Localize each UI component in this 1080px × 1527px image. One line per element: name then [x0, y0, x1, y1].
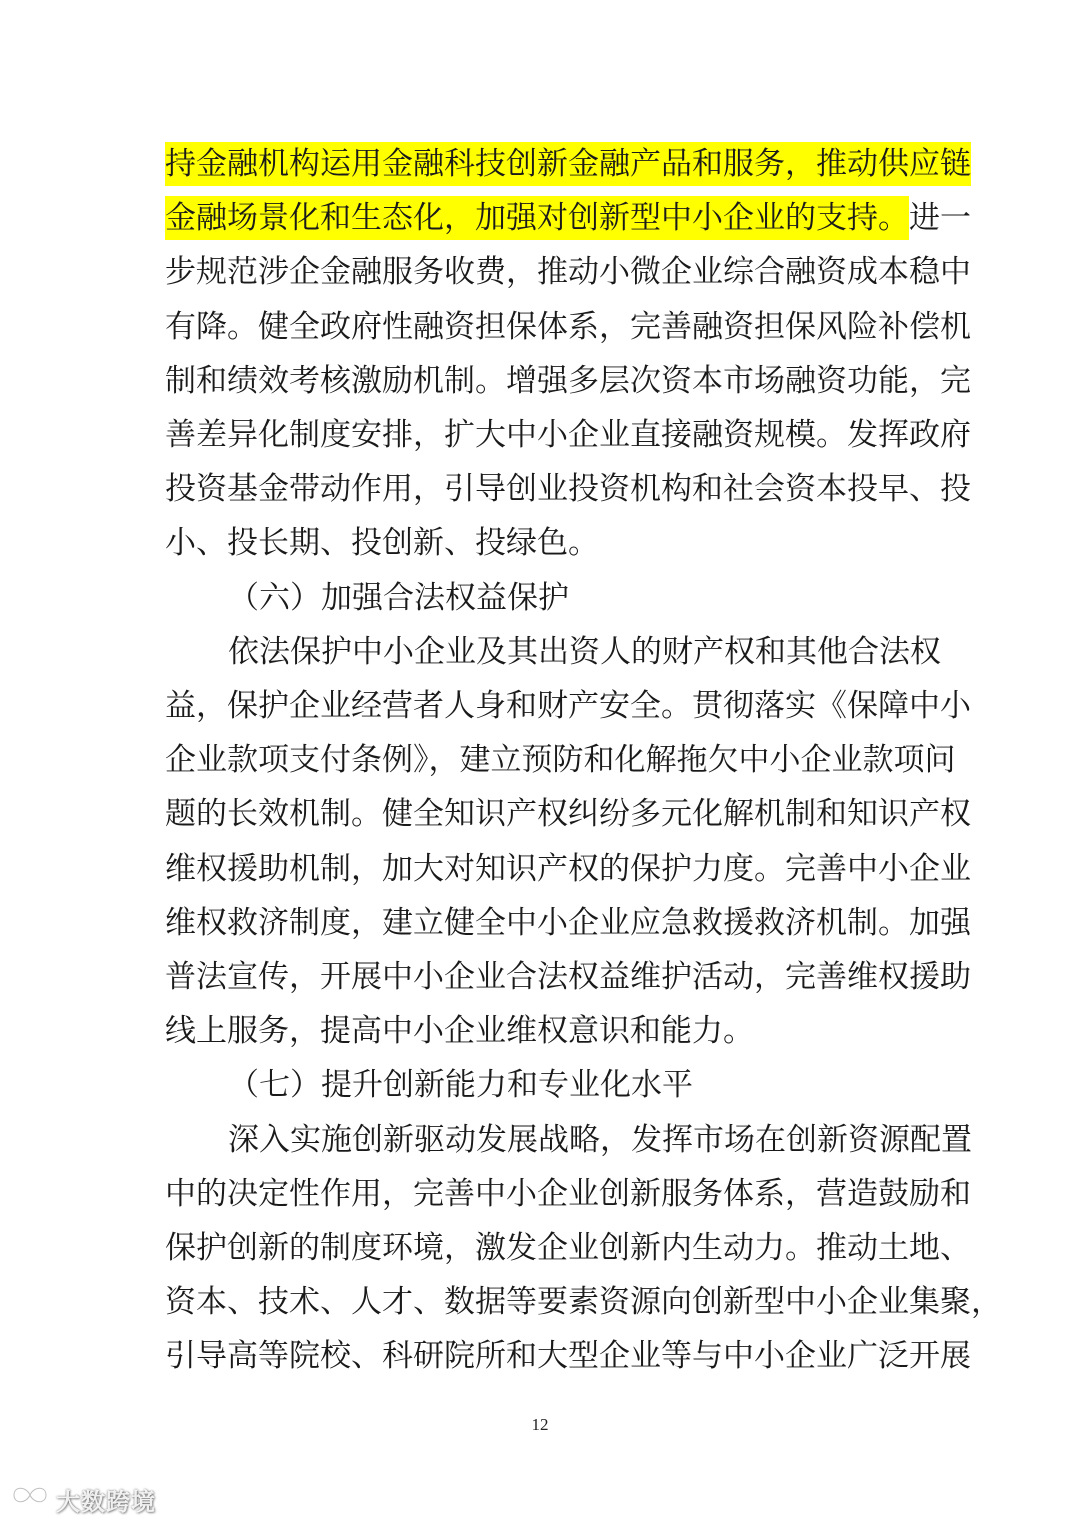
text-segment: 线上服务，提高中小企业维权意识和能力。 — [165, 1013, 754, 1049]
watermark — [8, 1474, 168, 1518]
text-segment: 中的决定性作用，完善中小企业创新服务体系，营造鼓励和 — [165, 1176, 971, 1212]
text-line — [165, 686, 971, 726]
text-line — [165, 849, 971, 889]
text-segment: 保护创新的制度环境，激发企业创新内生动力。推动土地、 — [165, 1230, 971, 1266]
text-segment: 企业款项支付条例》，建立预防和化解拖欠中小企业款项问 — [165, 742, 956, 778]
text-segment: 题的长效机制。健全知识产权纠纷多元化解机制和知识产权 — [165, 796, 971, 832]
text-line — [165, 903, 971, 943]
text-segment: 益，保护企业经营者人身和财产安全。贯彻落实《保障中小 — [165, 688, 971, 724]
highlighted-text: 持金融机构运用金融科技创新金融产品和服务，推动供应链 — [165, 142, 971, 186]
text-line — [165, 307, 971, 347]
text-segment: 维权援助机制，加大对知识产权的保护力度。完善中小企业 — [165, 851, 971, 887]
text-segment: 深入实施创新驱动发展战略，发挥市场在创新资源配置 — [228, 1122, 972, 1158]
text-segment: 有降。健全政府性融资担保体系，完善融资担保风险补偿机 — [165, 309, 971, 345]
text-line — [165, 1228, 971, 1268]
text-line — [165, 1174, 971, 1214]
text-line — [165, 523, 917, 563]
text-line — [165, 1011, 917, 1051]
text-segment: （七）提升创新能力和专业化水平 — [228, 1067, 693, 1103]
text-segment: 制和绩效考核激励机制。增强多层次资本市场融资功能，完 — [165, 363, 971, 399]
text-line — [165, 415, 971, 455]
text-line — [165, 252, 971, 292]
text-line — [165, 957, 971, 997]
text-line — [228, 632, 941, 672]
watermark-text: 大数跨境 — [56, 1488, 156, 1516]
text-segment: 维权救济制度，建立健全中小企业应急救援救济机制。加强 — [165, 905, 971, 941]
text-line — [165, 198, 971, 238]
text-segment: （六）加强合法权益保护 — [228, 580, 569, 616]
highlighted-text: 金融场景化和生态化，加强对创新型中小企业的支持。 — [165, 196, 909, 240]
text-segment: 步规范涉企金融服务收费，推动小微企业综合融资成本稳中 — [165, 254, 971, 290]
text-segment: 投资基金带动作用，引导创业投资机构和社会资本投早、投 — [165, 471, 971, 507]
text-line — [165, 469, 971, 509]
text-segment: 善差异化制度安排，扩大中小企业直接融资规模。发挥政府 — [165, 417, 971, 453]
page-number: 12 — [531, 1415, 549, 1434]
text-line — [165, 794, 971, 834]
section-heading — [228, 578, 918, 618]
text-segment: 小、投长期、投创新、投绿色。 — [165, 525, 599, 561]
infinity-loop-logo-icon — [8, 1478, 52, 1512]
text-line — [165, 361, 971, 401]
text-segment: 普法宣传，开展中小企业合法权益维护活动，完善维权援助 — [165, 959, 971, 995]
text-segment: 资本、技术、人才、数据等要素资源向创新型中小企业集聚， — [165, 1284, 1002, 1320]
text-segment: 依法保护中小企业及其出资人的财产权和其他合法权 — [228, 634, 941, 670]
text-line — [165, 144, 971, 184]
text-line — [165, 1282, 1002, 1322]
text-line — [228, 1120, 972, 1160]
text-segment: 进一 — [909, 200, 971, 236]
text-line — [165, 740, 956, 780]
section-heading — [228, 1065, 918, 1105]
text-segment: 引导高等院校、科研院所和大型企业等与中小企业广泛开展 — [165, 1338, 971, 1374]
text-line — [165, 1336, 971, 1376]
